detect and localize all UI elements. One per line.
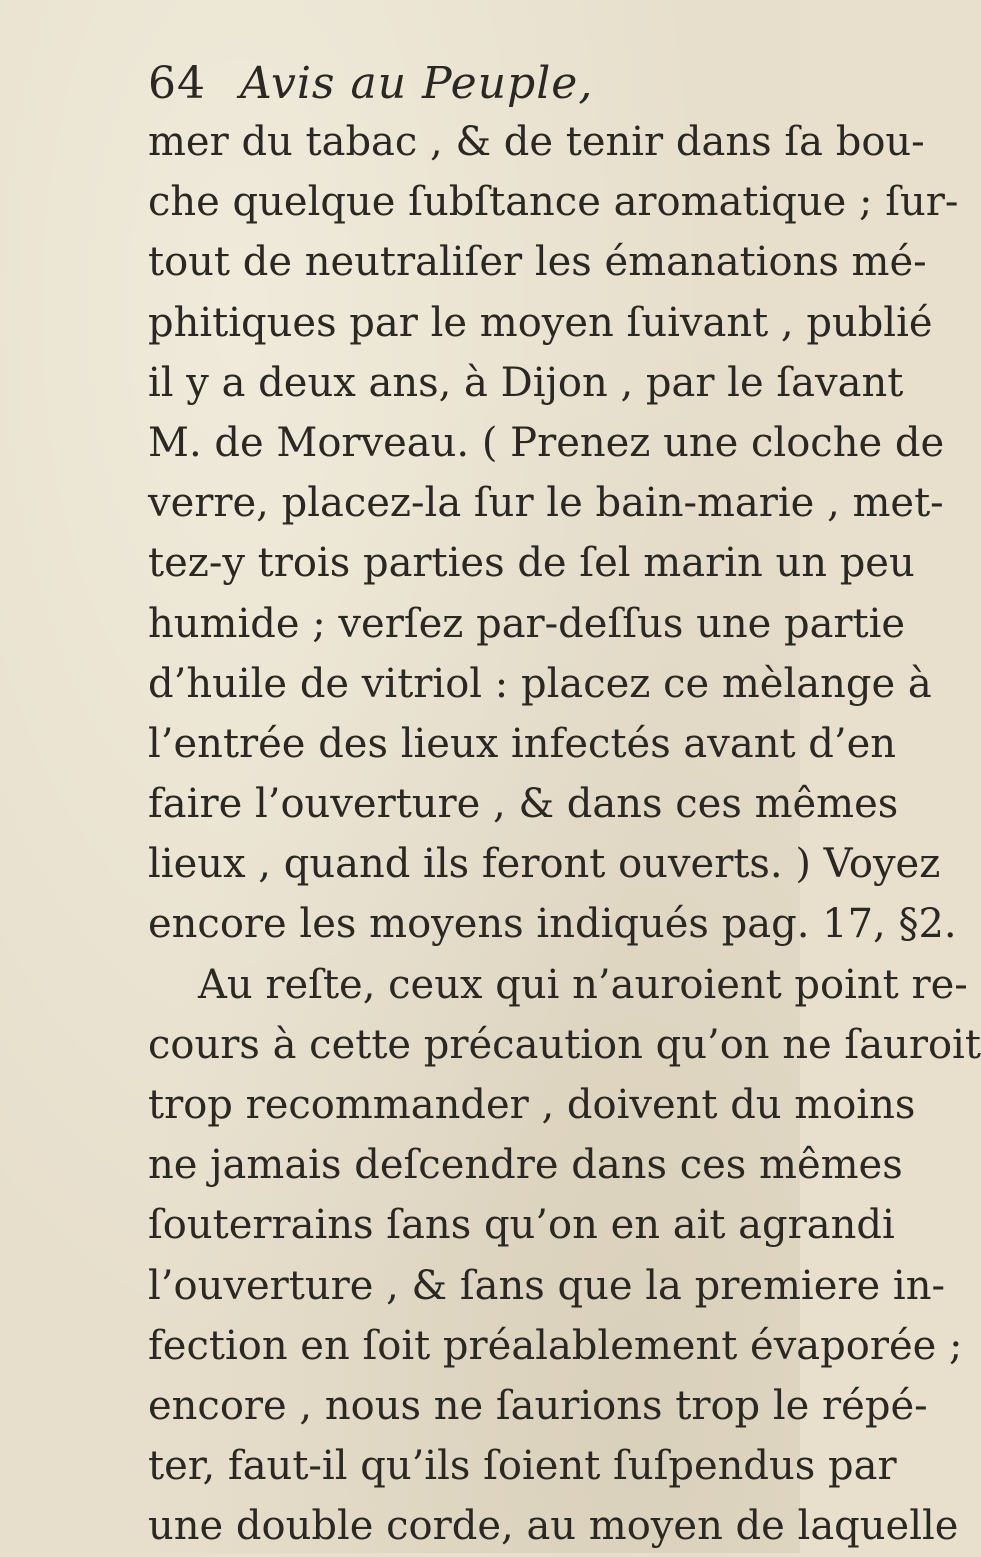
text-line: l’ouverture , & ſans que la premiere in- [148, 1262, 945, 1309]
paragraph-start-line: Au reſte, ceux qui n’auroient point re- [198, 961, 968, 1008]
text-line: tout de neutraliſer les émanations mé- [148, 239, 927, 286]
text-line: trop recommander , doivent du moins [148, 1082, 916, 1128]
text-line: une double corde, au moyen de laquelle [148, 1503, 959, 1550]
text-line: ter, faut-il qu’ils ſoient ſuſpendus par [148, 1443, 897, 1490]
text-line: fection en ſoit préalablement évaporée ; [148, 1322, 963, 1369]
text-line: encore les moyens indiqués pag. 17, §2. [148, 901, 957, 948]
text-line: humide ; verſez par-deſſus une partie [148, 600, 906, 647]
text-line: tez-y trois parties de ſel marin un peu [148, 540, 915, 587]
text-line: che quelque ſubſtance aromatique ; ſur- [148, 179, 959, 226]
running-head-title: Avis au Peuple, [240, 58, 594, 109]
text-line: lieux , quand ils feront ouverts. ) Voyez [148, 841, 941, 888]
running-head [148, 58, 768, 110]
page-number: 64 [148, 58, 206, 109]
text-line: ſouterrains ſans qu’on en ait agrandi [148, 1202, 895, 1249]
text-line: il y a deux ans, à Dijon , par le ſavant [148, 359, 904, 406]
text-line: encore , nous ne ſaurions trop le répé- [148, 1382, 928, 1429]
text-line: faire l’ouverture , & dans ces mêmes [148, 781, 899, 828]
body-text [148, 112, 981, 1557]
text-line: cours à cette précaution qu’on ne ſauroit [148, 1021, 981, 1068]
text-line: d’huile de vitriol : placez ce mèlange à [148, 660, 932, 707]
text-line: verre, placez-la ſur le bain-marie , met- [148, 480, 944, 527]
text-line: ne jamais deſcendre dans ces mêmes [148, 1142, 903, 1189]
text-line: phitiques par le moyen ſuivant , publié [148, 299, 933, 346]
text-line: mer du tabac , & de tenir dans ſa bou- [148, 119, 925, 165]
text-line: M. de Morveau. ( Prenez une cloche de [148, 419, 945, 466]
text-line: l’entrée des lieux infectés avant d’en [148, 720, 897, 767]
